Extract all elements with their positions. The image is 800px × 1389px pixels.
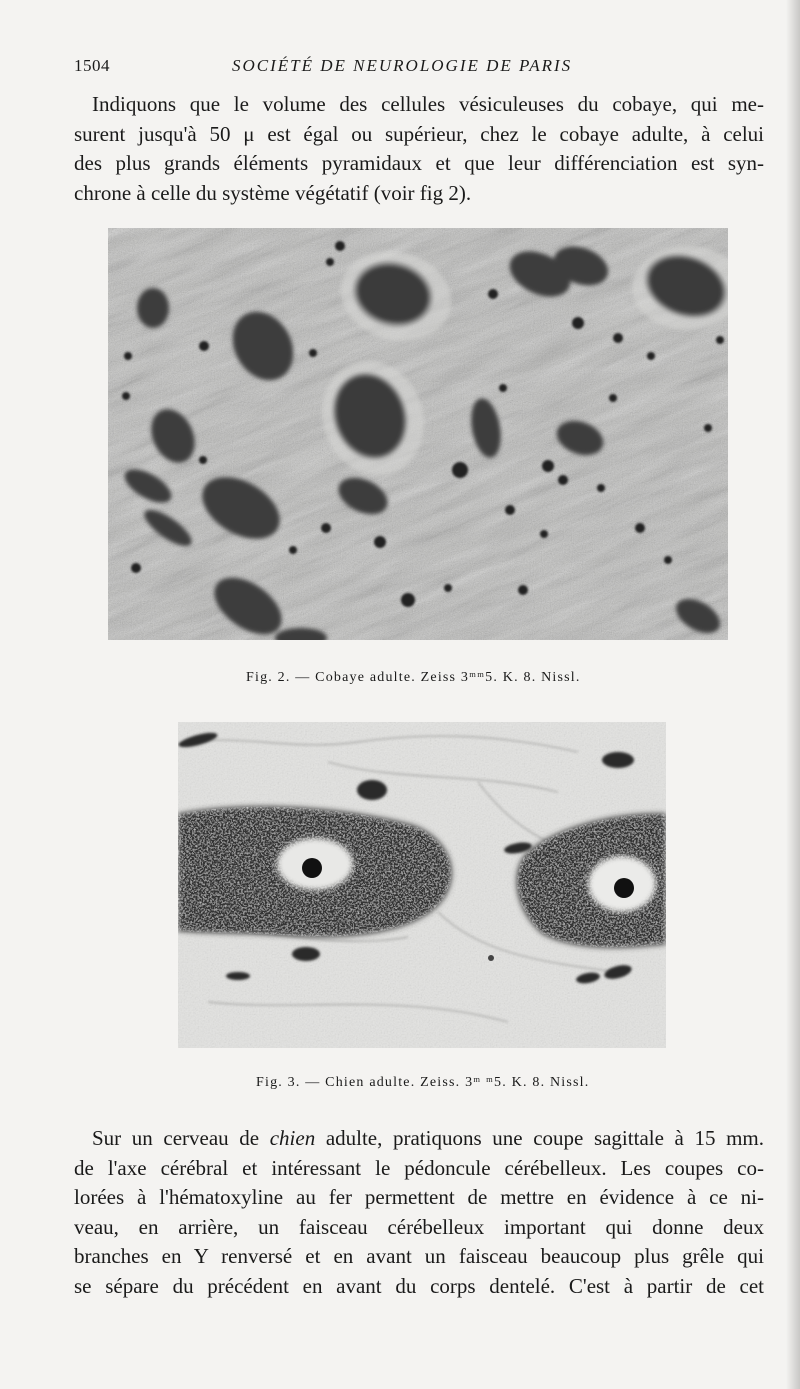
paragraph-1-line: Indiquons que le volume des cellules vésiculeuses du cobaye, qui me- xyxy=(92,92,764,116)
running-head xyxy=(74,56,764,82)
page-number: 1504 xyxy=(74,56,110,75)
journal-title: SOCIÉTÉ DE NEUROLOGIE DE PARIS xyxy=(232,56,573,75)
paragraph-1 xyxy=(74,90,764,208)
paragraph-2-italic: chien xyxy=(269,1126,316,1150)
paragraph-2-line: lorées à l'hématoxyline au fer permettent de mettre en évidence à ce ni- xyxy=(74,1185,764,1209)
paragraph-1-line: surent jusqu'à 50 μ est égal ou supérieur, chez le cobaye adulte, à celui xyxy=(74,121,764,146)
paragraph-2-line: se sépare du précédent en avant du corps dentelé. C'est à partir de cet xyxy=(74,1273,764,1298)
paragraph-1-line: des plus grands éléments pyramidaux et que leur différenciation est syn- xyxy=(74,151,764,175)
figure-2-caption: Fig. 2. — Cobaye adulte. Zeiss 3ᵐᵐ5. K. 8. Nissl. xyxy=(246,670,581,685)
paragraph-2-line xyxy=(74,1124,764,1154)
page-edge-shadow xyxy=(786,0,800,1389)
figure-2-micrograph xyxy=(108,228,728,640)
paragraph-2-text: adulte, pratiquons une coupe sagittale à 15 mm. xyxy=(315,1126,764,1150)
paragraph-2-text: Sur un cerveau de xyxy=(92,1126,270,1150)
paragraph-2-line: veau, en arrière, un faisceau cérébelleux important qui donne deux xyxy=(74,1214,764,1239)
figure-3-caption: Fig. 3. — Chien adulte. Zeiss. 3ᵐ ᵐ5. K. 8. Nissl. xyxy=(256,1075,590,1090)
paragraph-2 xyxy=(74,1124,764,1301)
paragraph-2-line: branches en Y renversé et en avant un faisceau beaucoup plus grêle qui xyxy=(74,1244,764,1268)
paragraph-1-line: chrone à celle du système végétatif (voir fig 2). xyxy=(74,180,472,205)
paragraph-2-line: de l'axe cérébral et intéressant le pédoncule cérébelleux. Les coupes co- xyxy=(74,1155,764,1180)
figure-3-micrograph xyxy=(178,722,666,1048)
